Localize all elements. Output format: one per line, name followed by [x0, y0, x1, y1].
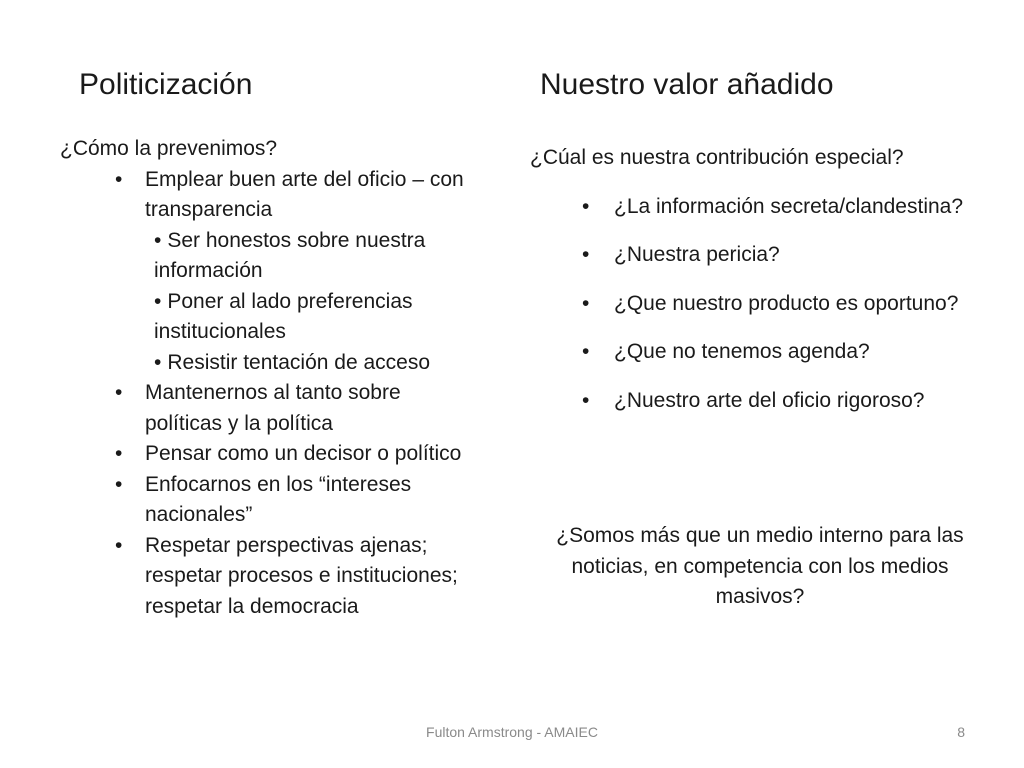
- bullet-icon: •: [154, 228, 162, 252]
- right-intro: ¿Cúal es nuestra contribución especial?: [530, 146, 904, 169]
- list-item-text: Mantenernos al tanto sobre políticas y la política: [145, 381, 401, 435]
- sub-list-item-text: Poner al lado preferencias institucionales: [154, 289, 413, 343]
- list-item-text: Pensar como un decisor o político: [145, 442, 462, 465]
- page-number: 8: [957, 724, 965, 740]
- list-item: [530, 386, 1000, 417]
- list-item: [60, 470, 470, 531]
- bullet-icon: •: [115, 167, 123, 191]
- list-item-text: Respetar perspectivas ajenas; respetar procesos e instituciones; respetar la democracia: [145, 533, 458, 618]
- sub-list-item-text: Resistir tentación de acceso: [167, 350, 430, 374]
- bullet-icon: •: [115, 381, 123, 404]
- list-item: [530, 337, 1000, 368]
- list-item: [60, 439, 470, 470]
- list-item: [530, 289, 1000, 320]
- right-column: [530, 143, 1000, 434]
- list-item: [530, 240, 1000, 271]
- bullet-icon: •: [582, 291, 590, 315]
- bullet-icon: •: [582, 194, 590, 218]
- left-title: Politicización: [79, 68, 253, 101]
- left-column: [60, 134, 470, 622]
- list-item-text: Emplear buen arte del oficio – con transparencia: [145, 167, 464, 221]
- bullet-icon: •: [115, 533, 123, 557]
- sub-list-item: [60, 287, 470, 348]
- list-item: [60, 165, 470, 226]
- bullet-icon: •: [582, 243, 590, 266]
- bullet-icon: •: [154, 350, 162, 374]
- bullet-icon: •: [115, 472, 123, 496]
- bullet-icon: •: [154, 289, 162, 313]
- list-item: [530, 192, 1000, 223]
- list-item: [60, 378, 470, 439]
- footer-text: Fulton Armstrong - AMAIEC: [426, 724, 598, 740]
- left-intro: ¿Cómo la prevenimos?: [60, 137, 278, 160]
- bullet-icon: •: [115, 442, 123, 465]
- sub-list-item: [60, 226, 470, 287]
- bullet-icon: •: [582, 388, 590, 412]
- right-title: Nuestro valor añadido: [540, 68, 834, 101]
- list-item-text: ¿Nuestro arte del oficio rigoroso?: [614, 388, 925, 412]
- sub-list-item-text: Ser honestos sobre nuestra información: [154, 228, 426, 282]
- sub-list-item: [60, 348, 470, 379]
- list-item: [60, 531, 470, 623]
- list-item-text: Enfocarnos en los “intereses nacionales”: [145, 472, 412, 526]
- closing-question: ¿Somos más que un medio interno para las noticias, en competencia con los medios masivos?: [556, 524, 964, 608]
- list-item-text: ¿Que no tenemos agenda?: [614, 340, 870, 363]
- list-item-text: ¿La información secreta/clandestina?: [614, 194, 964, 218]
- list-item-text: ¿Que nuestro producto es oportuno?: [614, 291, 959, 315]
- bullet-icon: •: [582, 340, 590, 363]
- list-item-text: ¿Nuestra pericia?: [614, 243, 780, 266]
